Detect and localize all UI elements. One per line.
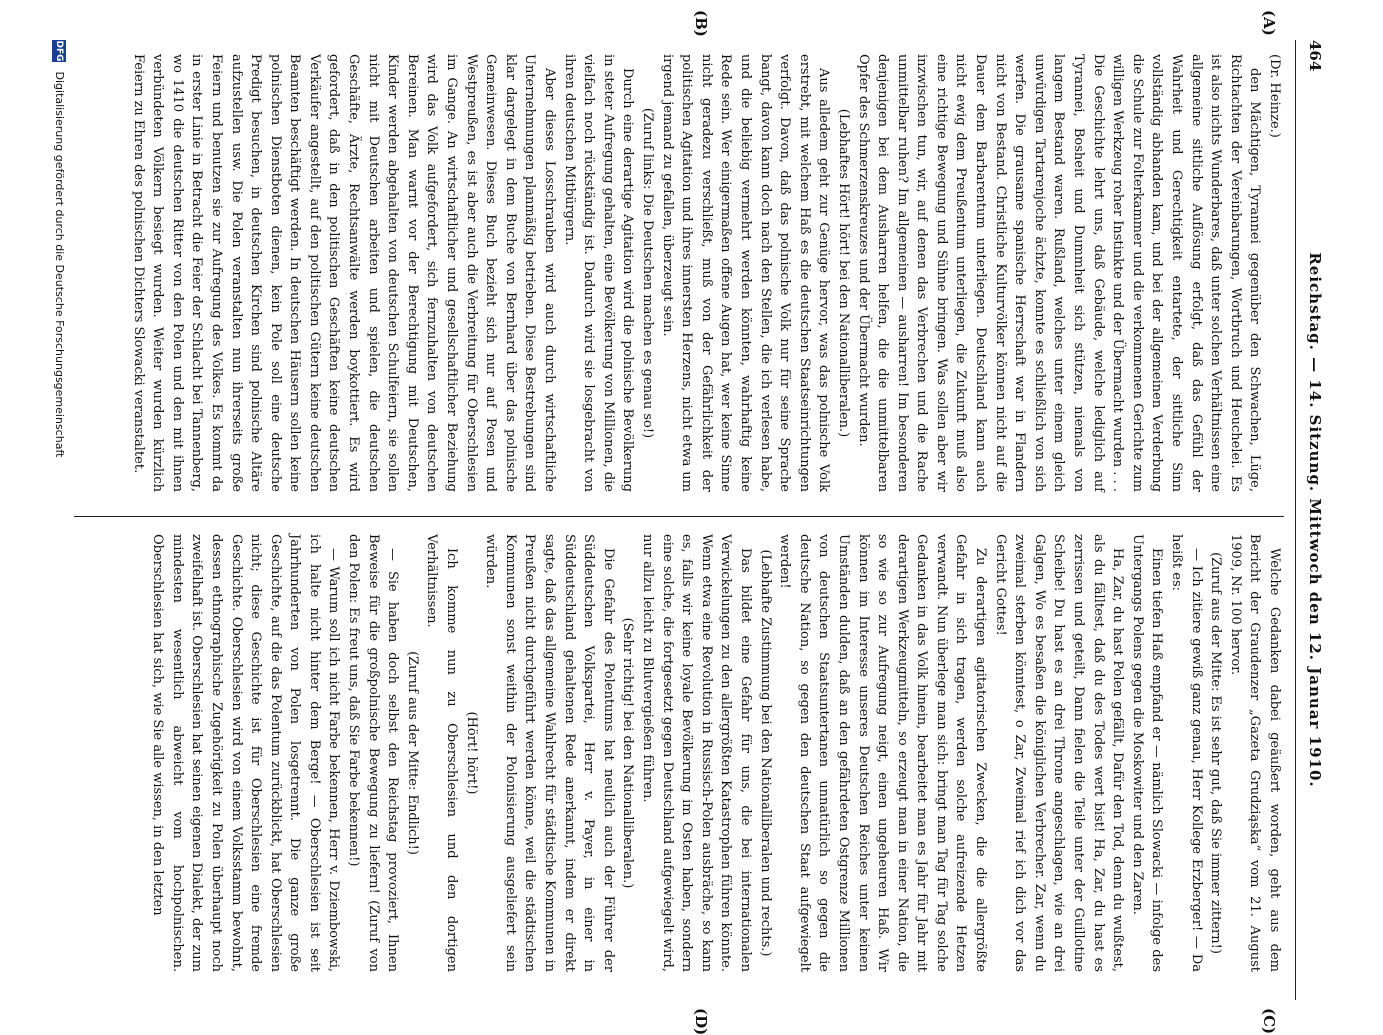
margin-marker-b: (B) <box>692 10 710 37</box>
digitization-credit: Digitalisierung gefördert durch die Deutsche Forschungsgemeinschaft <box>53 71 66 458</box>
right-interjection: (Hört! hört!) <box>463 711 479 795</box>
rotated-document-page <box>0 10 1330 1035</box>
left-interjection: (Lebhaftes Hört! hört! bei den Nationalliberalen.) <box>835 108 851 438</box>
right-paragraph: Welche Gedanken dabei geäußert worden, geht aus dem Bericht der Graudenzer „Gazeta Grudziąska“ vom 21. August 1909, Nr. 100 hervor. <box>1227 534 1282 972</box>
left-paragraph: Aus alledem geht zur Genüge hervor, was das polnische Volk erstrebt, mit welchem Haß es die deutschen Staatseinrichtungen verfolgt. Davon, daß das polnische Volk nur für seine Sprache bangt, davon kann doch nach den Stellen, die ich verlesen habe, und die beliebig vermehrt werden könnten, wahrhaftig keine Rede sein. Wer einigermaßen offene Augen hat, wer keine Sinne nicht geradezu verschließt, muß von der Gefährlichkeit der politischen Agitation und ihres innersten Herzens, nicht etwa um irgend jemand zu gefallen, überzeugt sein. <box>659 54 832 492</box>
right-interjection: (Zuruf aus der Mitte: Es ist sehr gut, daß Sie immer zittern!) <box>1208 552 1224 954</box>
right-paragraph: Die Gefahr des Polentums hat neulich auch der Führer der Süddeutschen Volkspartei, Herr v. Payer, in einer in Süddeutschland gehaltenen Rede anerkannt, indem er direkt sagte, daß das allgemeine Wahlrecht für städtische Kommunen in Preußen nicht durchgeführt werden könne, weil die städtischen Kommunen sonst weithin der Polonisierung ausgeliefert sein würden. <box>483 534 616 972</box>
quote-paragraph: Einen tiefen Haß empfand er — nämlich Slowacki — infolge des Untergangs Polens gegen die Moskowiter und den Zaren. <box>1129 534 1165 972</box>
right-paragraph: Das bildet eine Gefahr für uns, die bei internationalen Verwickelungen zu den allergrößten Katastrophen führen könnte. Wenn etwa eine Revolution in Russisch-Polen ausbräche, so kann es, falls wir keine loyale Bevölkerung im Osten haben, sondern eine solche, die fortgesetzt gegen Deutschland aufgewiegelt wird, nur allzu leicht zu Blutvergießen führen. <box>640 534 753 972</box>
page-header <box>1296 40 1330 1000</box>
digitization-footer <box>40 40 66 1020</box>
right-paragraph: — Ich zitiere gewiß ganz genau, Herr Kollege Erzberger! — Da heißt es: <box>1169 534 1204 972</box>
right-interjection: (Lebhafte Zustimmung bei den Nationalliberalen und rechts.) <box>757 549 773 957</box>
margin-marker-d: (D) <box>692 1008 710 1035</box>
dfg-logo: DFG <box>54 40 64 62</box>
left-column <box>74 54 1284 492</box>
page-title: Reichstag. — 14. Sitzung. Mittwoch den 12. Januar 1910. <box>1306 252 1324 788</box>
left-interjection: (Zuruf links: Die Deutschen machen es genau so!) <box>640 107 655 439</box>
right-interjection: (Sehr richtig! bei den Nationalliberalen.) <box>620 617 636 889</box>
right-interjection: (Zuruf aus der Mitte: Endlich!) <box>404 651 420 855</box>
poem-quote: Ha, Zar, du hast Polen gefällt, Dafür den Tod, denn du wußtest, als du fälltest, daß du des Todes wert bist! Ha, Zar, du hast es zerrissen und geteilt, Dann fielen die Teile unter der Guillotine Scheibe! Du hast es an drei Throne angeschlagen, wie an drei Galgen, Wo es besaßen die königlichen Verbrecher. Zar, wenn du zweimal sterben könntest, o Zar, Zweimal rief ich dich vor das Gericht Gottes! <box>992 534 1126 972</box>
right-paragraph: Zu derartigen agitatorischen Zwecken, die die allergrößte Gefahr in sich tragen, werden solche aufreizende Hetzen verwandt. Nun überlege man sich: bringt man Tag für Tag solche Gedanken in das Volk hinein, bearbeitet man es Jahr für Jahr mit derartigen Werkzeugmitteln, so erzeugt man in einer Nation, die so wie so zur Aufregung neigt, einen ungeheuren Haß. Wir können im Interesse unseres Deutschen Reiches unter keinen Umständen dulden, daß an den gefährdeten Ostgrenze Millionen von deutschen Staatsuntertanen unnatürlich so gegen die deutsche Nation, so gegen den deutschen Staat aufgewiegelt werden! <box>777 534 989 972</box>
right-paragraph: — Warum soll ich nicht Farbe bekennen, Herr v. Dziembowski, ich halte nicht hinter dem Berge! — Oberschlesien ist seit Jahrhunderten von Polen losgetrennt. Die ganze große Geschichte, auf die das Polentum zurückblickt, hat Oberschlesien nicht; diese Geschichte ist für Oberschlesien eine fremde Geschichte. Oberschlesien wird von einem Volksstamm bewohnt, dessen ethnographische Zugehörigkeit zu Polen überhaupt noch zweifelhaft ist. Oberschlesien hat seinen eigenen Dialekt, der zum mindesten wesentlich abweicht vom hochpolnischen. Oberschlesien hat sich, wie Sie alle wissen, in den letzten <box>150 534 342 972</box>
right-column <box>74 534 1284 972</box>
margin-marker-c: (C) <box>1260 1008 1278 1035</box>
left-paragraph: Aber dieses Losschrauben wird auch durch wirtschaftliche Unternehmungen planmäßig betrieben. Diese Bestrebungen sind klar dargelegt in dem Buche von Bernhard über das polnische Gemeinwesen. Dieses Buch bezieht sich nur auf Posen und Westpreußen, es ist aber auch die Verbreitung für Oberschlesien im Gange. An wirtschaftlicher und gesellschaftlicher Beziehung wird das Volk aufgefordert, sich fernzuhalten von deutschen Bereinen. Man warnt vor der Berechtigung mit Deutschen, Kinder werden abgehalten von deutschen Schulfeiern, sie sollen nicht mit Deutschen arbeiten und spielen, die deutschen Geschäfte, Ärzte, Rechtsanwälte werden boykottiert. Es wird gefordert, daß in den politischen Geschäften keine deutschen Verkäufer angestellt, auf den politischen Gütern keine deutschen Beamten beschäftigt werden. In deutschen Häusern sollen keine polnischen Dienstboten dienen, kein Pole soll eine deutsche Predigt besuchen, in deutschen Kirchen sind polnische Altäre aufzustellen usw. Die Polen veranstalten nun ihrerseits große Feiern und benutzen sie zur Aufregung des Volkes. Es kommt da in erster Linie in Betracht die Feier der Schlacht bei Tannenberg, wo 1410 die deutschen Ritter von den Polen und den mit ihnen verbündeten Völkern besiegt wurden. Weiter wurden kürzlich Feiern zu Ehren des polnischen Dichters Slowacki veranstaltet. <box>130 54 558 492</box>
column-divider <box>74 516 1284 517</box>
right-paragraph: Ich komme nun zu Oberschlesien und den dortigen Verhältnissen. <box>424 534 460 972</box>
speaker-label: (Dr. Heinze.) <box>1267 54 1282 138</box>
right-paragraph: — Sie haben doch selbst den Reichstag provoziert, Ihnen Beweise für die großpolnische Bewegung zu liefern! (Zuruf von den Polen: Es freut uns, daß Sie Farbe bekennen!) <box>346 534 401 972</box>
margin-marker-a: (A) <box>1260 10 1278 36</box>
page-number: 464 <box>1306 40 1324 72</box>
left-paragraph: Durch eine derartige Agitation wird die polnische Bevölkerung in steter Aufregung gehalten, eine Bevölkerung von Millionen, die vielfach noch rückständig ist. Dadurch wird sie losgebracht von ihren deutschen Mitbürgern. <box>561 54 636 492</box>
header-rule <box>1295 40 1296 1000</box>
left-paragraph: den Mächtigen, Tyrannei gegenüber den Schwachen, Lüge, Richtachten der Vereinbarungen, Wortbruch und Heuchelei. Es ist also nichts Wunderbares, daß unter solchen Verhältnissen eine allgemeine sittliche Auflösung erfolgt, daß das Gefühl der Wahrheit und Gerechtigkeit entartete, der sittliche Sinn vollständig abhanden kam, und bei der allgemeinen Verderbung die Schule zur Folterkammer und die verkommenen Gerichte zum willigen Werkzeug roher Instinkte und der Übermacht wurden . . . Die Geschichte lehrt uns, daß Gebäude, welche lediglich auf Tyrannei, Bosheit und Dummheit sich stützen, niemals von langem Bestand waren. Rußland, welches unter einem gleich unwürdigen Tartarenjoche ächzte, konnte es schließlich von sich werfen. Die grausame spanische Herrschaft war in Flandern nicht von Bestand. Christliche Kulturvölker können nicht auf die Dauer dem Barbarentum unterliegen. Deutschland kann auch nicht ewig dem Preußentum unterliegen, die Zukunft muß also eine richtige Bewegung und Sühne bringen. Was sollen aber wir inzwischen tun, wir, auf denen das Verbrechen und die Rache unmittelbar ruhen? Im allgemeinen — ausharren! Im besonderen denjenigen bei dem Ausharren helfen, die die unmittelbaren Opfer des Schmerzenskreuzes und der Übermacht wurden. <box>855 54 1263 492</box>
